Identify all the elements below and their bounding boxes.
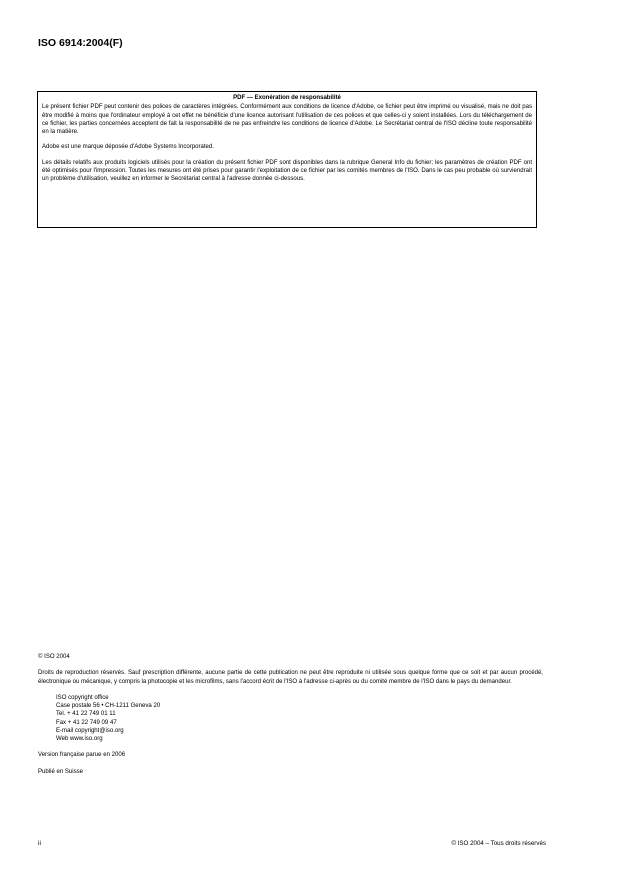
- disclaimer-title: PDF — Exonération de responsabilité: [233, 95, 341, 101]
- address-line-postal: Case postale 56 • CH-1211 Geneva 20: [56, 703, 161, 710]
- disclaimer-paragraph-fonts: Le présent fichier PDF peut contenir des polices de caractères intégrées. Conformément aux conditions de licence d'Adobe, ce fichier peut être imprimé ou visualisé, mais ne doit pas être modifié à moins que l'ordinateur employé à cet effet ne bénéficie d'une licence autorisant l'utilisation de ces polices et que celles-ci y soient installées. Lors du téléchargement de ce fichier, les parties concernées acceptent de fait la responsabilité de ne pas enfreindre les conditions de licence d'Adobe. Le Secrétariat central de l'ISO décline toute responsabilité en la matière.: [42, 104, 532, 136]
- page-number: ii: [38, 840, 41, 847]
- version-note: Version française parue en 2006: [38, 752, 126, 759]
- footer-copyright: © ISO 2004 – Tous droits réservés: [451, 840, 546, 847]
- disclaimer-paragraph-adobe: Adobe est une marque déposée d'Adobe Systems Incorporated.: [42, 144, 214, 151]
- address-line-email: E-mail copyright@iso.org: [56, 727, 124, 734]
- address-line-web: Web www.iso.org: [56, 736, 103, 743]
- published-note: Publié en Suisse: [38, 768, 84, 775]
- rights-statement: Droits de reproduction réservés. Sauf prescription différente, aucune partie de cette publication ne peut être reproduite ni utilisée sous quelque forme que ce soit et par aucun procédé, électronique ou mécanique, y compris la photocopie et les microfilms, sans l'accord écrit de l'ISO à l'adresse ci-après ou du comité membre de l'ISO dans le pays du demandeur.: [38, 670, 543, 685]
- copyright-office-address: [38, 694, 543, 744]
- copyright-mark: © ISO 2004: [38, 654, 70, 660]
- pdf-disclaimer-box: [37, 91, 537, 228]
- document-id: ISO 6914:2004(F): [38, 37, 123, 49]
- copyright-block: [38, 653, 543, 776]
- address-line-tel: Tel. + 41 22 749 01 11: [56, 711, 116, 718]
- address-line-fax: Fax + 41 22 749 09 47: [56, 719, 117, 726]
- disclaimer-paragraph-details: Les détails relatifs aux produits logiciels utilisés pour la création du présent fichier PDF sont disponibles dans la rubrique General Info du fichier; les paramètres de création PDF ont été optimisés pour l'impression. Toutes les mesures ont été prises pour garantir l'exploitation de ce fichier par les comités membres de l'ISO. Dans le cas peu probable où surviendrait un problème d'utilisation, veuillez en informer le Secrétariat central à l'adresse donnée ci-dessous.: [42, 159, 532, 183]
- address-line-office: ISO copyright office: [56, 694, 109, 701]
